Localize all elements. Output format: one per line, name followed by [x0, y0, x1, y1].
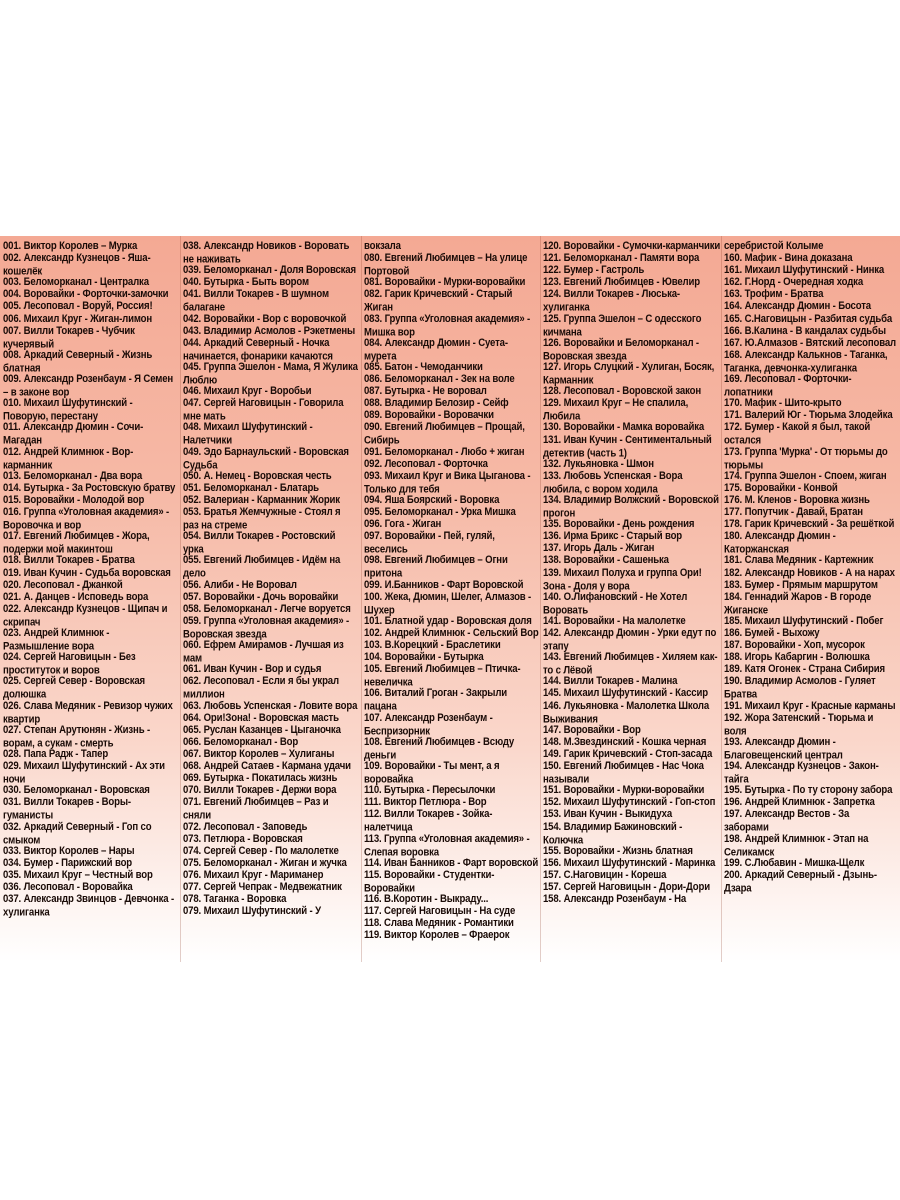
track-item: 008. Аркадий Северный - Жизнь блатная: [3, 348, 153, 375]
track-item: 119. Виктор Королев – Фраерок: [364, 929, 510, 942]
track-item: 181. Слава Медяник - Картежник: [724, 554, 874, 567]
track-item: 172. Бумер - Какой я был, такой остался: [724, 421, 871, 448]
track-item: 113. Группа «Уголовная академия» - Слепая воровка: [364, 832, 530, 859]
track-item: 141. Воровайки - На малолетке: [543, 614, 686, 628]
track-item: 166. В.Калина - В кандалах судьбы: [724, 324, 886, 337]
track-item: 037. Александр Звинцов - Девчонка - хулиганка: [3, 893, 175, 919]
track-item: 103. В.Корецкий - Браслетики: [364, 639, 501, 652]
track-item: 032. Аркадий Северный - Гоп со смыком: [3, 820, 152, 847]
track-item: 011. Александр Дюмин - Сочи-Магадан: [3, 421, 144, 448]
tracklist-column-5: [724, 240, 896, 893]
track-item: 116. В.Коротин - Выкраду...: [364, 893, 489, 906]
track-item: 072. Лесоповал - Заповедь: [183, 820, 308, 833]
track-item: 151. Воровайки - Мурки-воровайки: [543, 784, 705, 797]
track-item: 016. Группа «Уголовная академия» - Воровочка и вор: [3, 506, 170, 532]
track-item: 058. Беломорканал - Легче воруется: [183, 602, 351, 616]
track-item: 182. Александр Новиков - А на нарах: [724, 566, 895, 579]
track-item: 074. Сергей Север - По малолетке: [183, 844, 339, 858]
track-item: 097. Воровайки - Пей, гуляй, веселись: [364, 530, 495, 557]
track-item: 100. Жека, Дюмин, Шелег, Алмазов - Шухер: [364, 590, 532, 617]
track-item: 094. Яша Боярский - Воровка: [364, 493, 500, 507]
track-item: 164. Александр Дюмин - Босота: [724, 300, 871, 313]
track-item: 010. Михаил Шуфутинский - Поворую, перестану: [3, 397, 133, 424]
track-item: 142. Александр Дюмин - Урки едут по этапу: [543, 627, 717, 653]
track-item: 157. С.Наговицин - Кореша: [543, 868, 667, 882]
track-item: 175. Воровайки - Конвой: [724, 481, 838, 495]
track-item: 187. Воровайки - Хоп, мусорок: [724, 639, 865, 652]
track-item: 155. Воровайки - Жизнь блатная: [543, 844, 693, 858]
track-item: серебристой Колыме: [724, 240, 824, 253]
track-item: 200. Аркадий Северный - Дзынь-Дзара: [724, 868, 877, 895]
track-item: 092. Лесоповал - Форточка: [364, 457, 488, 471]
track-item: 123. Евгений Любимцев - Ювелир: [543, 276, 700, 289]
track-item: 170. Мафик - Шито-крыто: [724, 397, 842, 410]
track-item: 174. Группа Эшелон - Споем, жиган: [724, 469, 887, 483]
track-item: 194. Александр Кузнецов - Закон-тайга: [724, 760, 879, 786]
track-item: 150. Евгений Любимцев - Нас Чока называли: [543, 760, 704, 786]
track-item: 001. Виктор Королев – Мурка: [3, 240, 138, 253]
track-item: 065. Руслан Казанцев - Цыганочка: [183, 723, 341, 737]
track-item: 188. Игорь Кабаргин - Волюшка: [724, 651, 870, 664]
track-item: 061. Иван Кучин - Вор и судья: [183, 663, 322, 676]
track-item: 152. Михаил Шуфутинский - Гоп-стоп: [543, 796, 716, 809]
track-item: 108. Евгений Любимцев - Всюду деньги: [364, 735, 515, 762]
track-item: 133. Любовь Успенская - Вора любила, с вором ходила: [543, 469, 683, 496]
track-item: 053. Братья Жемчужные - Стоял я раз на стреме: [183, 506, 341, 532]
track-item: 118. Слава Медяник - Романтики: [364, 917, 514, 930]
track-item: 145. Михаил Шуфутинский - Кассир: [543, 687, 708, 700]
track-item: 109. Воровайки - Ты мент, а я воровайка: [364, 760, 500, 786]
track-item: 081. Воровайки - Мурки-воровайки: [364, 276, 526, 289]
track-item: 176. М. Кленов - Воровка жизнь: [724, 493, 870, 507]
track-item: 066. Беломорканал - Вор: [183, 735, 299, 749]
track-item: 134. Владимир Волжский - Воровской прогон: [543, 493, 719, 520]
track-item: 191. Михаил Круг - Красные карманы: [724, 699, 896, 712]
track-item: 057. Воровайки - Дочь воровайки: [183, 590, 339, 604]
track-item: 140. О.Лифановский - Не Хотел Воровать: [543, 590, 688, 617]
track-item: 002. Александр Кузнецов - Яша-кошелёк: [3, 252, 151, 278]
track-item: 157. Сергей Наговицын - Дори-Дори: [543, 880, 710, 894]
track-item: 105. Евгений Любимцев – Птичка-невеличка: [364, 663, 521, 690]
track-item: 178. Гарик Кричевский - За решёткой: [724, 518, 895, 531]
track-item: 085. Батон - Чемоданчики: [364, 360, 483, 374]
track-item: 163. Трофим - Братва: [724, 288, 824, 301]
track-item: 165. С.Наговицын - Разбитая судьба: [724, 312, 893, 325]
track-item: 098. Евгений Любимцев – Огни притона: [364, 554, 508, 581]
track-item: 131. Иван Кучин - Сентиментальный детектив (часть 1): [543, 433, 712, 460]
track-item: 090. Евгений Любимцев – Прощай, Сибирь: [364, 421, 525, 448]
track-item: 022. Александр Кузнецов - Щипач и скрипач: [3, 602, 168, 629]
track-item: 054. Вилли Токарев - Ростовский урка: [183, 530, 336, 557]
track-item: 082. Гарик Кричевский - Старый Жиган: [364, 288, 513, 315]
track-item: 102. Андрей Климнюк - Сельский Вор: [364, 627, 539, 640]
track-item: 173. Группа 'Мурка' - От тюрьмы до тюрьмы: [724, 445, 888, 472]
track-item: 125. Группа Эшелон – С одесского кичмана: [543, 312, 702, 339]
track-item: 084. Александр Дюмин - Суета-мурета: [364, 336, 508, 363]
track-item: 006. Михаил Круг - Жиган-лимон: [3, 312, 153, 325]
track-item: 192. Жора Затенский - Тюрьма и воля: [724, 711, 874, 738]
track-item: 076. Михаил Круг - Мариманер: [183, 868, 324, 882]
track-item: вокзала: [364, 240, 401, 253]
track-item: 095. Беломорканал - Урка Мишка: [364, 506, 516, 519]
track-item: 137. Игорь Даль - Жиган: [543, 542, 655, 555]
track-item: 017. Евгений Любимцев - Жора, подержи мой макинтош: [3, 530, 150, 557]
track-item: 020. Лесоповал - Джанкой: [3, 578, 123, 591]
track-item: 167. Ю.Алмазов - Вятский лесоповал: [724, 336, 896, 350]
tracklist-column-2: [183, 240, 358, 917]
track-item: 093. Михаил Круг и Вика Цыганова - Только для тебя: [364, 469, 531, 496]
column-divider: [540, 236, 541, 962]
track-item: 185. Михаил Шуфутинский - Побег: [724, 614, 884, 628]
track-item: 047. Сергей Наговицын - Говорила мне мать: [183, 397, 344, 424]
track-item: 064. Ори!Зона! - Воровская масть: [183, 711, 339, 724]
track-item: 196. Андрей Климнюк - Запретка: [724, 796, 875, 809]
track-item: 009. Александр Розенбаум - Я Семен – в законе вор: [3, 373, 174, 399]
track-item: 177. Попутчик - Давай, Братан: [724, 506, 863, 519]
track-item: 195. Бутырка - По ту сторону забора: [724, 784, 893, 797]
track-item: 033. Виктор Королев – Нары: [3, 844, 135, 858]
track-item: 029. Михаил Шуфутинский - Ах эти ночи: [3, 760, 165, 786]
track-item: 073. Петлюра - Воровская: [183, 832, 303, 845]
track-item: 077. Сергей Чепрак - Медвежатник: [183, 880, 342, 894]
track-item: 124. Вилли Токарев - Люська-хулиганка: [543, 288, 680, 315]
track-item: 056. Алиби - Не Воровал: [183, 578, 297, 591]
track-item: 023. Андрей Климнюк - Размышление вора: [3, 627, 110, 653]
track-item: 112. Вилли Токарев - Зойка-налетчица: [364, 808, 493, 835]
track-item: 190. Владимир Асмолов - Гуляет Братва: [724, 675, 876, 702]
column-divider: [721, 236, 722, 962]
track-item: 130. Воровайки - Мамка воровайка: [543, 421, 705, 434]
track-item: 027. Степан Арутюнян - Жизнь - ворам, а сукам - смерть: [3, 723, 150, 750]
track-item: 069. Бутырка - Покатилась жизнь: [183, 772, 338, 785]
track-item: 055. Евгений Любимцев - Идём на дело: [183, 554, 341, 581]
track-item: 111. Виктор Петлюра - Вор: [364, 796, 487, 809]
track-item: 021. А. Данцев - Исповедь вора: [3, 590, 149, 604]
track-item: 079. Михаил Шуфутинский - У: [183, 905, 321, 918]
track-item: 183. Бумер - Прямым маршрутом: [724, 578, 878, 591]
track-item: 089. Воровайки - Воровачки: [364, 409, 494, 422]
track-item: 143. Евгений Любимцев - Хиляем как-то с Лёвой: [543, 651, 718, 678]
track-item: 046. Михаил Круг - Воробьи: [183, 385, 312, 398]
track-item: 087. Бутырка - Не воровал: [364, 385, 487, 398]
track-item: 083. Группа «Уголовная академия» - Мишка вор: [364, 312, 531, 339]
track-item: 132. Лукьяновка - Шмон: [543, 457, 654, 471]
track-item: 013. Беломорканал - Два вора: [3, 469, 143, 483]
track-item: 110. Бутырка - Пересылочки: [364, 784, 496, 797]
track-item: 198. Андрей Климнюк - Этап на Селикамск: [724, 832, 869, 859]
track-item: 014. Бутырка - За Ростовскую братву: [3, 481, 176, 495]
track-item: 148. М.Звездинский - Кошка черная: [543, 735, 707, 749]
column-divider: [180, 236, 181, 962]
track-item: 122. Бумер - Гастроль: [543, 264, 645, 277]
track-item: 128. Лесоповал - Воровской закон: [543, 385, 701, 398]
track-item: 007. Вилли Токарев - Чубчик кучерявый: [3, 324, 135, 351]
track-item: 012. Андрей Климнюк - Вор-карманник: [3, 445, 134, 472]
track-item: 107. Александр Розенбаум - Беспризорник: [364, 711, 493, 738]
track-item: 138. Воровайки - Сашенька: [543, 554, 669, 567]
track-item: 038. Александр Новиков - Воровать не наживать: [183, 240, 350, 266]
track-item: 117. Сергей Наговицын - На суде: [364, 905, 516, 918]
track-item: 127. Игорь Слуцкий - Хулиган, Босяк, Карманник: [543, 360, 715, 387]
tracklist-column-4: [543, 240, 721, 905]
track-item: 189. Катя Огонек - Страна Сибирия: [724, 663, 885, 676]
track-item: 153. Иван Кучин - Выкидуха: [543, 808, 673, 821]
track-item: 034. Бумер - Парижский вор: [3, 856, 132, 870]
track-item: 030. Беломорканал - Воровская: [3, 784, 150, 797]
track-item: 115. Воровайки - Студентки-Воровайки: [364, 868, 495, 895]
track-item: 015. Воровайки - Молодой вор: [3, 493, 145, 507]
track-item: 126. Воровайки и Беломорканал - Воровская звезда: [543, 336, 699, 363]
track-item: 160. Мафик - Вина доказана: [724, 252, 853, 265]
track-item: 180. Александр Дюмин - Каторжанская: [724, 530, 836, 557]
track-item: 114. Иван Банников - Фарт воровской: [364, 856, 539, 870]
column-divider: [361, 236, 362, 962]
track-item: 149. Гарик Кричевский - Стоп-засада: [543, 747, 713, 761]
track-item: 120. Воровайки - Сумочки-карманчики: [543, 240, 721, 253]
track-item: 031. Вилли Токарев - Воры-гуманисты: [3, 796, 131, 823]
track-item: 104. Воровайки - Бутырка: [364, 651, 484, 664]
track-item: 036. Лесоповал - Воровайка: [3, 880, 133, 894]
track-item: 135. Воровайки - День рождения: [543, 518, 695, 531]
track-item: 050. А. Немец - Воровская честь: [183, 469, 332, 483]
track-item: 049. Эдо Барнаульский - Воровская Судьба: [183, 445, 349, 472]
track-item: 156. Михаил Шуфутинский - Маринка: [543, 856, 716, 870]
track-item: 129. Михаил Круг – Не спалила, Любила: [543, 397, 689, 424]
track-item: 144. Вилли Токарев - Малина: [543, 675, 678, 688]
track-item: 028. Папа Радж - Тапер: [3, 747, 109, 761]
track-item: 059. Группа «Уголовная академия» - Воровская звезда: [183, 614, 350, 641]
track-item: 184. Геннадий Жаров - В городе Жиганске: [724, 590, 872, 617]
track-item: 024. Сергей Наговицын - Без проституток и воров: [3, 651, 136, 678]
track-item: 062. Лесоповал - Если я бы украл миллион: [183, 675, 339, 702]
track-item: 019. Иван Кучин - Судьба воровская: [3, 566, 171, 579]
track-item: 051. Беломорканал - Блатарь: [183, 481, 319, 495]
track-item: 035. Михаил Круг – Честный вор: [3, 868, 153, 882]
track-item: 158. Александр Розенбаум - На: [543, 893, 687, 906]
track-item: 005. Лесоповал - Воруй, Россия!: [3, 300, 153, 313]
track-item: 026. Слава Медяник - Ревизор чужих квартир: [3, 699, 173, 726]
track-item: 199. С.Любавин - Мишка-Щелк: [724, 856, 865, 870]
track-item: 147. Воровайки - Вор: [543, 723, 641, 737]
track-item: 025. Сергей Север - Воровская долюшка: [3, 675, 146, 702]
track-item: 154. Владимир Бажиновский - Колючка: [543, 820, 683, 847]
track-item: 086. Беломорканал - Зек на воле: [364, 373, 515, 386]
tracklist-column-1: [3, 240, 176, 917]
track-item: 041. Вилли Токарев - В шумном балагане: [183, 288, 329, 315]
track-item: 045. Группа Эшелон - Мама, Я Жулика Люблю: [183, 360, 358, 387]
track-item: 003. Беломорканал - Централка: [3, 276, 149, 289]
track-item: 136. Ирма Брикс - Старый вор: [543, 530, 682, 543]
track-item: 004. Воровайки - Форточки-замочки: [3, 288, 169, 301]
track-item: 121. Беломорканал - Памяти вора: [543, 252, 700, 265]
track-item: 146. Лукьяновка - Малолетка Школа Выживания: [543, 699, 710, 726]
track-item: 078. Таганка - Воровка: [183, 893, 287, 906]
track-item: 139. Михаил Полуха и группа Ори!Зона - Доля у вора: [543, 566, 702, 593]
track-item: 171. Валерий Юг - Тюрьма Злодейка: [724, 409, 893, 422]
track-item: 067. Виктор Королев – Хулиганы: [183, 747, 335, 761]
track-item: 197. Александр Вестов - За заборами: [724, 808, 850, 835]
track-item: 193. Александр Дюмин - Благовещенский централ: [724, 735, 843, 762]
track-item: 106. Виталий Гроган - Закрыли пацана: [364, 687, 508, 714]
track-item: 088. Владимир Белозир - Сейф: [364, 397, 509, 410]
track-item: 099. И.Банников - Фарт Воровской: [364, 578, 524, 591]
track-item: 169. Лесоповал - Форточки-лопатники: [724, 373, 852, 399]
track-item: 018. Вилли Токарев - Братва: [3, 554, 135, 567]
track-item: 091. Беломорканал - Любо + жиган: [364, 445, 525, 458]
track-item: 186. Бумей - Выхожу: [724, 627, 820, 640]
track-item: 052. Валериан - Карманник Жорик: [183, 493, 340, 507]
tracklist-column-3: [364, 240, 539, 941]
track-item: 043. Владимир Асмолов - Рэкетмены: [183, 324, 356, 337]
tracklist-sheet: [0, 236, 900, 962]
track-item: 060. Ефрем Амирамов - Лучшая из мам: [183, 639, 344, 665]
track-item: 040. Бутырка - Быть вором: [183, 276, 309, 289]
track-item: 063. Любовь Успенская - Ловите вора: [183, 699, 358, 712]
track-item: 042. Воровайки - Вор с воровочкой: [183, 312, 347, 325]
track-item: 039. Беломорканал - Доля Воровская: [183, 264, 356, 277]
track-item: 075. Беломорканал - Жиган и жучка: [183, 856, 347, 870]
track-item: 168. Александр Калькнов - Таганка, Таганка, девчонка-хулиганка: [724, 348, 888, 375]
track-item: 162. Г.Норд - Очередная ходка: [724, 276, 864, 289]
track-item: 071. Евгений Любимцев – Раз и сняли: [183, 796, 329, 823]
track-item: 161. Михаил Шуфутинский - Нинка: [724, 264, 885, 277]
track-item: 068. Андрей Сатаев - Кармана удачи: [183, 760, 351, 773]
track-item: 080. Евгений Любимцев – На улице Портовой: [364, 252, 528, 278]
track-item: 070. Вилли Токарев - Держи вора: [183, 784, 337, 797]
track-item: 048. Михаил Шуфутинский - Налетчики: [183, 421, 313, 448]
track-item: 096. Гога - Жиган: [364, 518, 442, 531]
track-item: 044. Аркадий Северный - Ночка начинается, фонарики качаются: [183, 336, 333, 363]
track-item: 101. Блатной удар - Воровская доля: [364, 614, 532, 628]
